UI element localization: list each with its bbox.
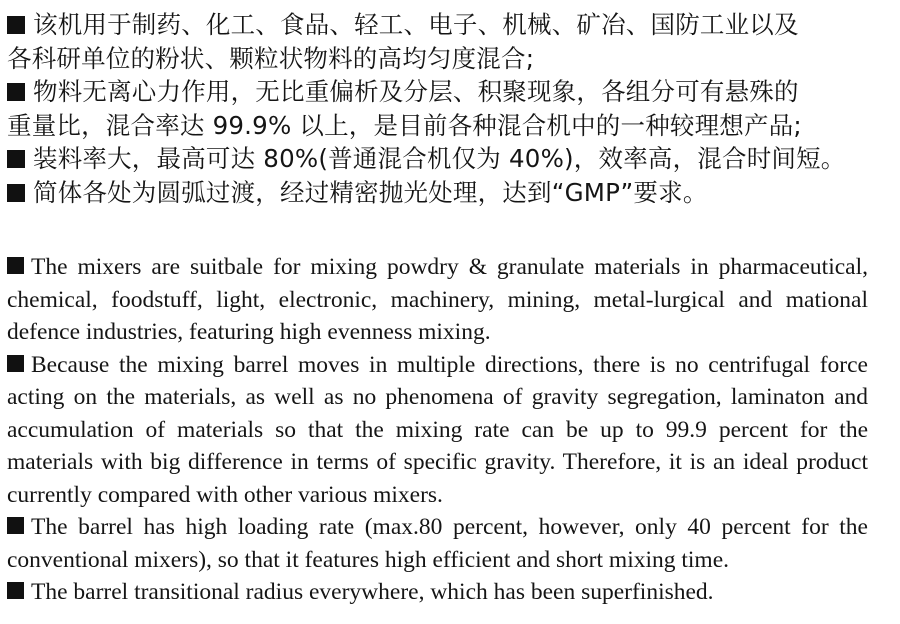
chinese-point-1-line-2-text: 各科研单位的粉状、颗粒状物料的高均匀度混合;	[7, 43, 535, 73]
square-bullet-icon	[7, 517, 24, 534]
square-bullet-icon	[7, 257, 24, 274]
english-point-3-text: The barrel has high loading rate (max.80 percent, however, only 40 percent for the conventional mixers), so that it features high efficient and short mixing time.	[7, 514, 868, 573]
chinese-point-1-line-1-text: 该机用于制药、化工、食品、轻工、电子、机械、矿冶、国防工业以及	[33, 10, 799, 39]
chinese-point-2-line-1-text: 物料无离心力作用，无比重偏析及分层、积聚现象，各组分可有悬殊的	[33, 77, 799, 106]
english-feature-list	[0, 251, 868, 609]
english-point-3	[0, 511, 868, 576]
chinese-point-4-text: 简体各处为圆弧过渡，经过精密抛光处理，达到“GMP”要求。	[33, 177, 708, 207]
chinese-point-1-line-2	[0, 42, 895, 76]
square-bullet-icon	[7, 184, 25, 202]
english-point-1-text: The mixers are suitbale for mixing powdry & granulate materials in pharmaceutical, chemical, foodstuff, light, electronic, machinery, mining, metal-lurgical and mational defence industries, featuring high evenness mixing.	[7, 254, 868, 345]
english-point-2-text: Because the mixing barrel moves in multiple directions, there is no centrifugal force acting on the materials, as well as no phenomena of gravity segregation, laminaton and accumulation of materials so that the mixing rate can be up to 99.9 percent for the materials with big difference in terms of specific gravity. Therefore, it is an ideal product currently compared with other various mixers.	[7, 351, 868, 508]
english-point-4-text: The barrel transitional radius everywhere, which has been superfinished.	[31, 579, 714, 605]
chinese-point-1-line-1	[0, 8, 895, 42]
square-bullet-icon	[7, 83, 25, 101]
square-bullet-icon	[7, 16, 25, 34]
chinese-feature-list	[0, 8, 895, 209]
square-bullet-icon	[7, 150, 25, 168]
chinese-point-2-line-1	[0, 75, 895, 109]
english-point-4	[0, 576, 868, 609]
square-bullet-icon	[7, 582, 24, 599]
english-point-1	[0, 251, 868, 349]
chinese-point-2-line-2	[0, 109, 895, 143]
chinese-point-3-text: 装料率大，最高可达 80%(普通混合机仅为 40%)，效率高，混合时间短。	[33, 144, 846, 173]
square-bullet-icon	[7, 355, 24, 372]
chinese-point-2-line-2-text: 重量比，混合率达 99.9% 以上，是目前各种混合机中的一种较理想产品;	[7, 110, 802, 140]
english-point-2	[0, 349, 868, 512]
chinese-point-3	[0, 142, 895, 176]
chinese-point-4	[0, 176, 895, 210]
